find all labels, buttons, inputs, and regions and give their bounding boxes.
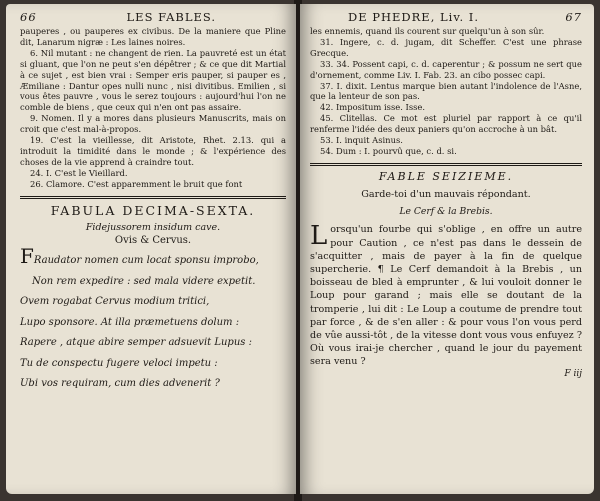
left-page — [6, 4, 296, 494]
section-rule — [20, 196, 286, 200]
left-note: 26. Clamore. C'est apparemment le bruit que font — [30, 178, 243, 189]
drop-capital: F — [20, 244, 34, 269]
left-note: 24. I. C'est le Vieillard. — [30, 167, 128, 178]
left-note: 9. Nomen. Il y a mores dans plusieurs Manuscrits, mais on croit que c'est mal-à-propos. — [20, 113, 286, 135]
french-fable-characters: Le Cerf & la Brebis. — [399, 206, 493, 218]
latin-verse-3: Ovem rogabat Cervus modium tritici, — [20, 296, 210, 308]
latin-fable-characters: Ovis & Cervus. — [114, 235, 192, 247]
right-note: les ennemis, quand ils courent sur quelqu'un à son sûr. — [310, 26, 545, 36]
left-note: pauperes , ou pauperes ex civibus. De la maniere que Pline dit, Lanarum nigræ : Les laines noires. — [20, 26, 286, 47]
drop-capital: L — [310, 221, 328, 252]
latin-verse-6: Tu de conspectu fugere veloci impetu : — [20, 357, 218, 369]
latin-verse-2: Non rem expedire : sed mala videre expetit. — [32, 275, 256, 287]
section-rule — [310, 163, 582, 167]
right-header — [310, 10, 582, 24]
right-note: 53. I. inquit Asinus. — [320, 135, 403, 146]
left-note: 19. C'est la vieillesse, dit Aristote, Rhet. 2.13. qui a introduit la timidité dans le monde ; & l'expérience des choses de la vie apprend à craindre tout. — [20, 135, 286, 167]
french-fable-subtitle: Garde-toi d'un mauvais répondant. — [361, 189, 531, 201]
right-note: 42. Impositum isse. Isse. — [320, 102, 426, 113]
latin-verse-4: Lupo sponsore. At illa præmetuens dolum : — [20, 316, 240, 328]
right-note: 54. Dum : I. pourvû que, c. d. si. — [320, 145, 457, 156]
left-header — [20, 10, 286, 24]
french-fable-text: Lorsqu'un fourbe qui s'oblige , en offre un autre pour Caution , ce n'est pas dans le dessein de s'acquitter , mais de payer à la fin de quelque supercherie. ¶ Le Cerf demandoit à la Brebis , un boisseau de bled à emprunter , & lui vouloit donner le Loup pour garand ; mais elle se doutant de la tromperie , lui dit : Le Loup a coutume de prendre tout par force , & de s'en aller : & pour vous l'on vous perd de vûe aussi-tôt , de la vitesse dont vous vous enfuyez ? Où vous irai-je chercher , quand le jour du payement sera venu ? — [310, 221, 582, 368]
left-page-number: 66 — [20, 10, 37, 24]
right-page — [300, 4, 594, 494]
signature-mark: F iij — [564, 368, 582, 379]
right-note: 45. Clitellas. Ce mot est pluriel par rapport à ce qu'il renferme l'idée des deux paniers qu'on accroche à un bât. — [310, 113, 582, 135]
right-page-number: 67 — [565, 10, 582, 24]
left-running-head: LES FABLES. — [126, 10, 216, 24]
latin-fable-subtitle: Fidejussorem insidum cave. — [85, 222, 221, 234]
latin-verse-5: Rapere , atque abire semper adsuevit Lupus : — [20, 337, 252, 349]
right-note: 31. Ingere, c. d. jugam, dit Scheffer. C'est une phrase Grecque. — [310, 36, 582, 58]
latin-verse-1: FRaudator nomen cum locat sponsu improbo, — [20, 244, 259, 269]
right-note: 37. I. dixit. Lentus marque bien autant l'indolence de l'Asne, que la lenteur de son pas. — [310, 80, 582, 102]
french-fable-title: FABLE SEIZIEME. — [378, 170, 514, 184]
right-running-head: DE PHEDRE, Liv. I. — [348, 10, 479, 24]
latin-fable-title: FABULA DECIMA-SEXTA. — [50, 203, 256, 219]
latin-verse-7: Ubi vos requiram, cum dies advenerit ? — [20, 378, 220, 390]
right-note: 33. 34. Possent capi, c. d. caperentur ; & possum ne sert que d'ornement, comme Liv. I. Fab. 23. an cibo possec capi. — [310, 58, 582, 80]
left-note: 6. Nil mutant : ne changent de rien. La pauvreté est un état si gluant, que l'on ne peut s'en dépêtrer ; & ce que dit Martial à ce sujet , est bien vrai : Semper eris pauper, si pauper es , Æmiliane : Dantur opes nulli nunc , nisi divitibus. Emilien , si vous êtes pauvre , vous le serez toujours : aujourd'hui l'on ne comble de biens , que ceux qui n'en ont pas assaire. — [20, 47, 286, 113]
